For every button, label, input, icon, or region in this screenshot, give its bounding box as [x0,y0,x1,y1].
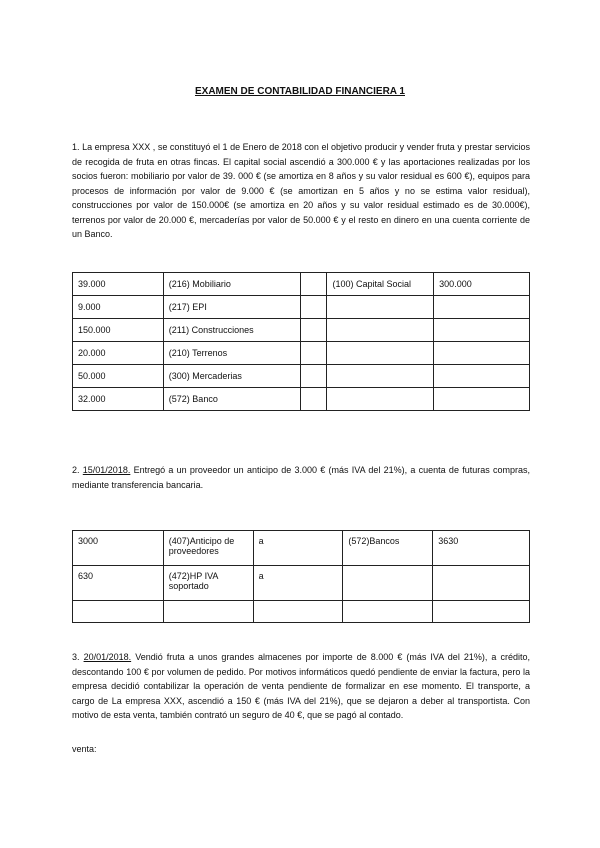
cell-credit-amount: 300.000 [434,273,530,296]
table-row [73,273,530,296]
cell-credit-account [327,319,434,342]
cell-account [163,601,253,623]
question-text: Vendió fruta a unos grandes almacenes por importe de 8.000 € (más IVA del 21%), a crédito, descontando 100 € por volumen de pedido. Por motivos informáticos quedó pendiente de enviar la factura, pero la empresa decidió contabilizar la operación de venta pendiente de formalizar en ese momento. El transporte, a cargo de La empresa XXX, ascendió a 150 € (más IVA del 21%), que se dejaron a deber al transportista. Con motivo de esta venta, también contrató un seguro de 40 €, que se pagó al contado. [72,652,530,720]
cell-credit-amount [433,566,530,601]
cell-amount: 3000 [73,531,164,566]
cell-credit-account [343,566,433,601]
cell-credit-account: (572)Bancos [343,531,433,566]
cell-sep [300,319,327,342]
table-row [73,566,530,601]
question-3 [72,650,530,723]
cell-credit-amount [434,342,530,365]
table-row [73,388,530,411]
question-text: Entregó a un proveedor un anticipo de 3.000 € (más IVA del 21%), a cuenta de futuras compras, mediante transferencia bancaria. [72,465,530,490]
cell-credit-account [327,388,434,411]
cell-amount: 50.000 [73,365,164,388]
cell-credit-account [327,296,434,319]
table-row [73,531,530,566]
question-number: 1. [72,142,80,152]
cell-amount: 9.000 [73,296,164,319]
cell-sep: a [253,531,343,566]
table-row [73,342,530,365]
cell-sep [300,388,327,411]
journal-entry-table-2 [72,530,530,623]
question-2 [72,463,530,492]
cell-amount: 32.000 [73,388,164,411]
cell-sep [300,365,327,388]
venta-label: venta: [72,744,97,754]
cell-sep [300,296,327,319]
cell-credit-account [327,365,434,388]
cell-credit-amount: 3630 [433,531,530,566]
cell-amount [73,601,164,623]
cell-credit-amount [434,388,530,411]
cell-account: (210) Terrenos [163,342,300,365]
cell-credit-account [327,342,434,365]
question-text: La empresa XXX , se constituyó el 1 de Enero de 2018 con el objetivo producir y vender fruta y prestar servicios de recogida de fruta en otras fincas. El capital social ascendió a 300.000 € y las aportaciones realizadas por los socios fueron: mobiliario por valor de 39. 000 € (se amortiza en 8 años y su valor residual es 600 €), equipos para procesos de información por valor de 9.000 € (se amortizan en 5 años y no se estima valor residual), construcciones por valor de 150.000€ (se amortiza en 20 años y su valor residual estimado es de 30.000€), terrenos por valor de 20.000 €, mercaderías por valor de 50.000 € y el resto en dinero en una cuenta corriente de un Banco. [72,142,530,239]
cell-credit-amount [434,296,530,319]
cell-amount: 20.000 [73,342,164,365]
cell-sep: a [253,566,343,601]
table-row [73,601,530,623]
cell-account: (217) EPI [163,296,300,319]
cell-account: (300) Mercaderias [163,365,300,388]
cell-amount: 39.000 [73,273,164,296]
cell-sep [300,273,327,296]
cell-account: (472)HP IVA soportado [163,566,253,601]
question-1 [72,140,530,242]
journal-entry-table-1 [72,272,530,411]
cell-account: (211) Construcciones [163,319,300,342]
question-date: 20/01/2018. [83,652,132,662]
cell-credit-amount [433,601,530,623]
cell-amount: 150.000 [73,319,164,342]
cell-amount: 630 [73,566,164,601]
table-row [73,319,530,342]
cell-account: (407)Anticipo de proveedores [163,531,253,566]
exam-title: EXAMEN DE CONTABILIDAD FINANCIERA 1 [194,86,405,97]
cell-sep [253,601,343,623]
cell-account: (572) Banco [163,388,300,411]
table-row [73,365,530,388]
cell-account: (216) Mobiliario [163,273,300,296]
cell-sep [300,342,327,365]
table-row [73,296,530,319]
cell-credit-account: (100) Capital Social [327,273,434,296]
question-number: 2. [72,465,80,475]
question-number: 3. [72,652,80,662]
cell-credit-account [343,601,433,623]
cell-credit-amount [434,319,530,342]
cell-credit-amount [434,365,530,388]
question-date: 15/01/2018. [82,465,131,475]
